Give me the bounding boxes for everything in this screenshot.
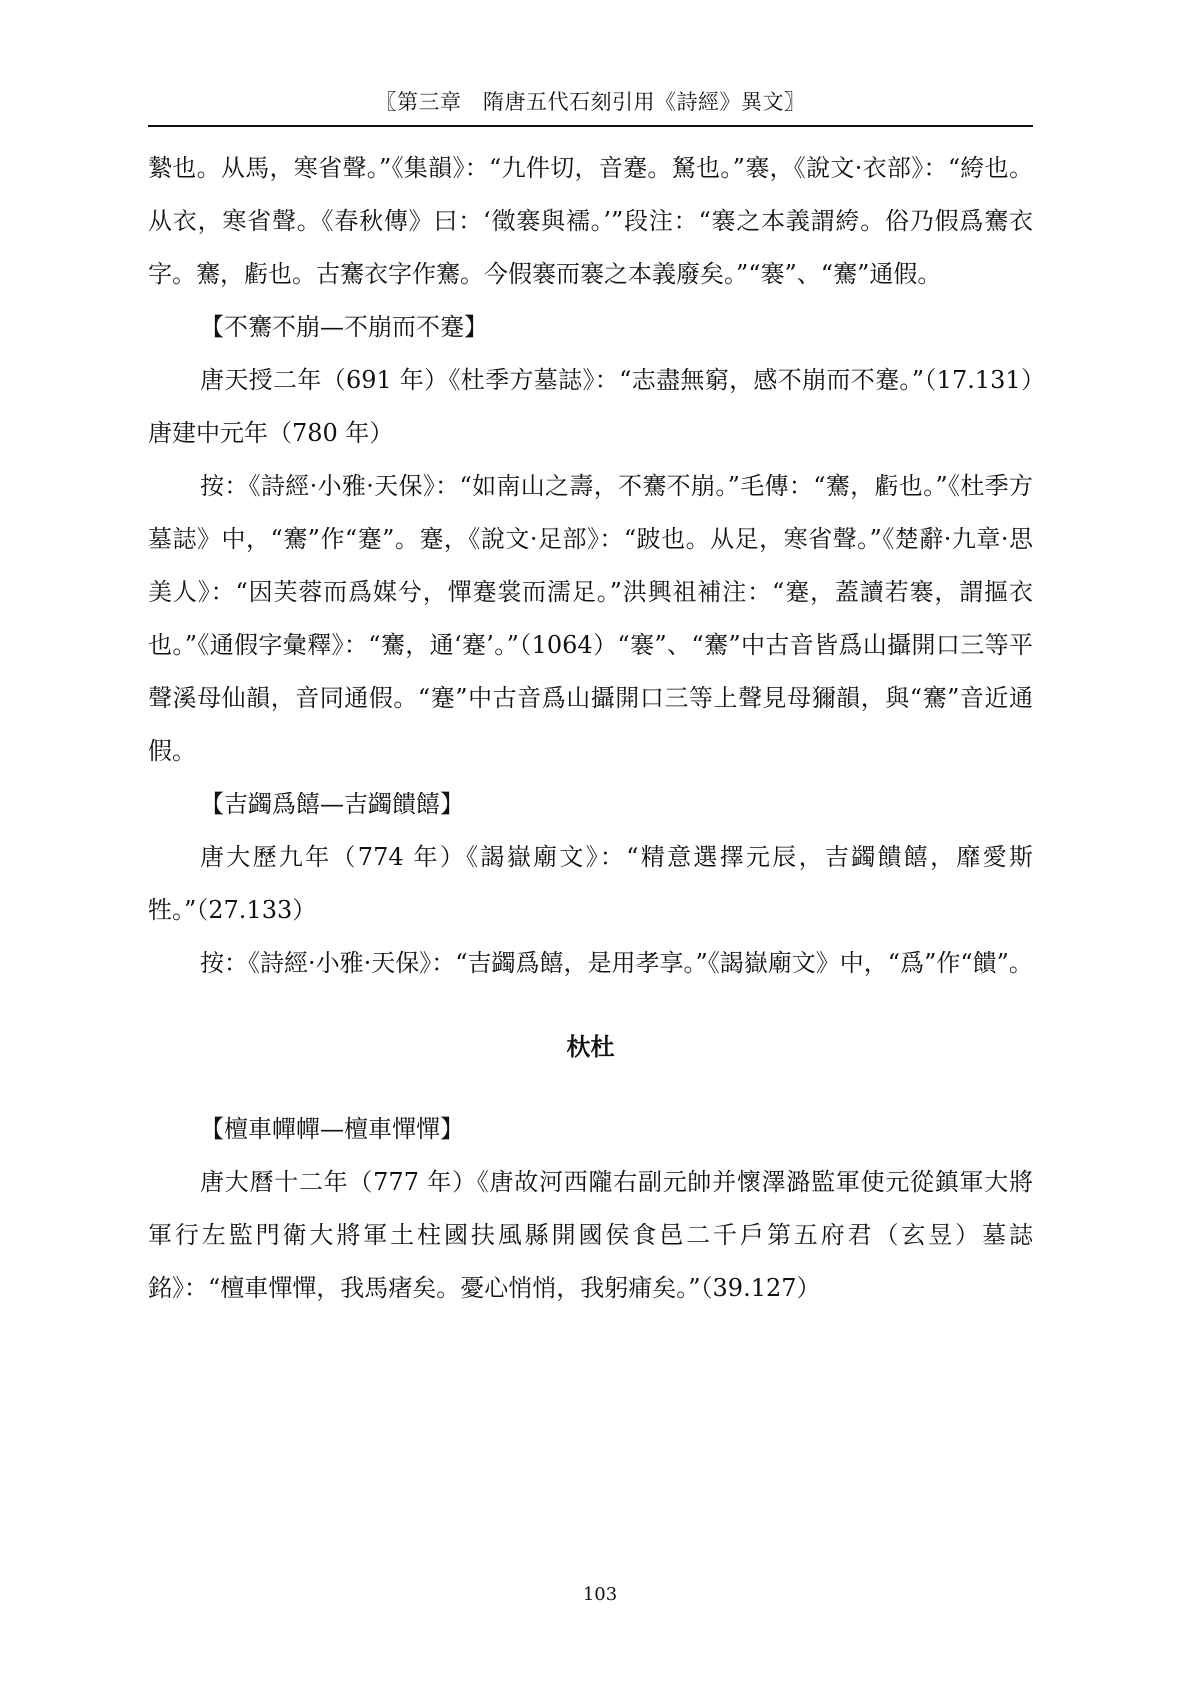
- paragraph: 按：《詩經·小雅·天保》：“如南山之壽，不騫不崩。”毛傳：“騫，虧也。”《杜季方墓誌》中，“騫”作“蹇”。蹇，《說文·足部》：“跛也。从足，寒省聲。”《楚辭·九章·思美人》：“因芙蓉而爲媒兮，憚蹇裳而濡足。”洪興祖補注：“蹇，蓋讀若褰，謂摳衣也。”《通假字彙釋》：“騫，通‘蹇’。”（1064）“褰”、“騫”中古音皆爲山攝開口三等平聲溪母仙韻，音同通假。“蹇”中古音爲山攝開口三等上聲見母獮韻，與“騫”音近通假。: [148, 472, 1033, 765]
- paragraph: 縶也。从馬，寒省聲。”《集韻》：“九件切，音蹇。駑也。”褰，《說文·衣部》：“絝也。从衣，寒省聲。《春秋傳》曰：‘徵褰與襦。’”段注：“褰之本義謂絝。俗乃假爲騫衣字。騫，虧也。古騫衣字作騫。今假褰而褰之本義廢矣。”“褰”、“騫”通假。: [148, 154, 1033, 288]
- paragraph: 唐大歷九年（774 年）《謁嶽廟文》：“精意選擇元辰，吉蠲饋饎，靡愛斯牲。”（27.133）: [148, 843, 1033, 924]
- body-text: [148, 142, 1033, 1315]
- page-number: 103: [582, 1584, 618, 1605]
- entry-heading: 【不騫不崩—不崩而不蹇】: [200, 313, 488, 341]
- paragraph: 按：《詩經·小雅·天保》：“吉蠲爲饎，是用孝享。”《謁嶽廟文》中，“爲”作“饋”。: [200, 949, 1033, 977]
- entry-heading: 【檀車幝幝—檀車憚憚】: [200, 1115, 464, 1143]
- section-heading: 杕杜: [566, 1032, 615, 1061]
- header-rule: [148, 125, 1033, 127]
- paragraph: 唐天授二年（691 年）《杜季方墓誌》：“志盡無窮，感不崩而不蹇。”（17.131）唐建中元年（780 年）: [148, 366, 1033, 447]
- entry-heading: 【吉蠲爲饎—吉蠲饋饎】: [200, 790, 464, 818]
- paragraph: 唐大曆十二年（777 年）《唐故河西隴右副元帥并懷澤潞監軍使元從鎮軍大將軍行左監門衛大將軍土柱國扶風縣開國侯食邑二千戶第五府君（玄昱）墓誌銘》：“檀車憚憚，我馬瘏矣。憂心悄悄，我躬痡矣。”（39.127）: [148, 1168, 1033, 1302]
- running-header: 〖第三章 隋唐五代石刻引用《詩經》異文〗: [375, 90, 806, 114]
